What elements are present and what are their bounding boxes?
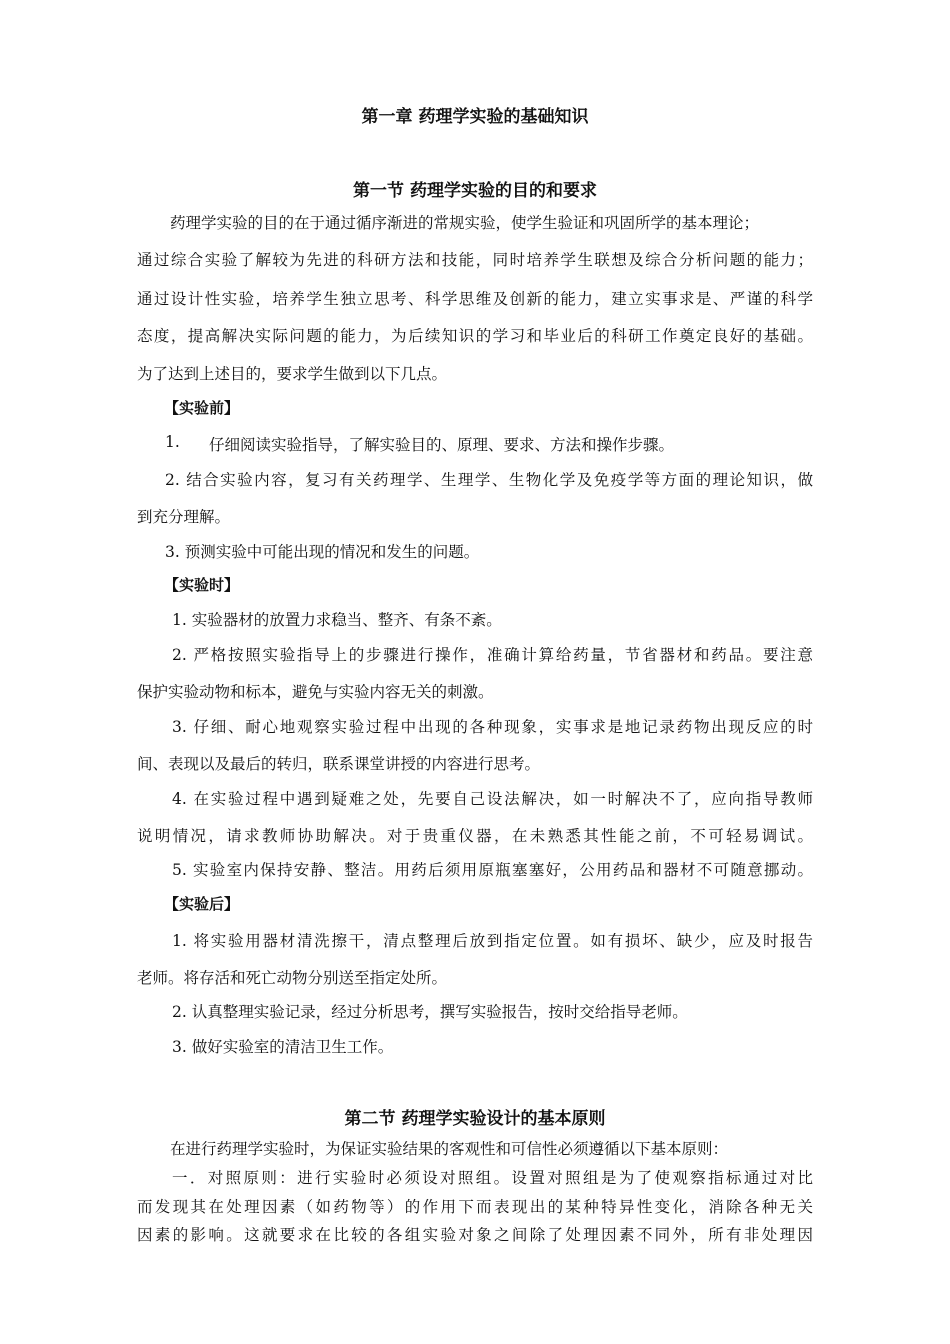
during-item5: 5. 实验室内保持安静、整洁。用药后须用原瓶塞塞好，公用药品和器材不可随意挪动。 bbox=[172, 861, 813, 879]
after-item1-line2: 老师。将存活和死亡动物分别送至指定处所。 bbox=[137, 969, 448, 987]
before-item3: 3. 预测实验中可能出现的情况和发生的问题。 bbox=[165, 543, 480, 561]
after-heading: 【实验后】 bbox=[164, 895, 240, 913]
principle1-line1: 一．对照原则：进行实验时必须设对照组。设置对照组是为了使观察指标通过对比 bbox=[172, 1169, 813, 1187]
during-item2-line1: 2. 严格按照实验指导上的步骤进行操作，准确计算给药量，节省器材和药品。要注意 bbox=[172, 646, 813, 664]
principle1-line2: 而发现其在处理因素（如药物等）的作用下而表现出的某种特异性变化，消除各种无关 bbox=[137, 1198, 813, 1216]
principle1-line3: 因素的影响。这就要求在比较的各组实验对象之间除了处理因素不同外，所有非处理因 bbox=[137, 1226, 813, 1244]
during-item3-line2: 间、表现以及最后的转归，联系课堂讲授的内容进行思考。 bbox=[137, 755, 541, 773]
section2-intro: 在进行药理学实验时，为保证实验结果的客观性和可信性必须遵循以下基本原则： bbox=[170, 1140, 729, 1158]
intro-line-5: 为了达到上述目的，要求学生做到以下几点。 bbox=[137, 365, 448, 383]
during-item2-line2: 保护实验动物和标本，避免与实验内容无关的刺激。 bbox=[137, 683, 494, 701]
before-item1-number: 1. bbox=[165, 433, 180, 451]
during-item4-line1: 4. 在实验过程中遇到疑难之处，先要自己设法解决，如一时解决不了，应向指导教师 bbox=[172, 790, 813, 808]
during-item1: 1. 实验器材的放置力求稳当、整齐、有条不紊。 bbox=[172, 611, 502, 629]
during-item3-line1: 3. 仔细、耐心地观察实验过程中出现的各种现象，实事求是地记录药物出现反应的时 bbox=[172, 718, 813, 736]
during-heading: 【实验时】 bbox=[164, 576, 240, 594]
intro-line-4: 态度，提高解决实际问题的能力，为后续知识的学习和毕业后的科研工作奠定良好的基础。 bbox=[137, 327, 813, 345]
section2-title: 第二节 药理学实验设计的基本原则 bbox=[344, 1109, 606, 1129]
during-item4-line2: 说明情况，请求教师协助解决。对于贵重仪器，在未熟悉其性能之前，不可轻易调试。 bbox=[137, 827, 813, 845]
chapter-title: 第一章 药理学实验的基础知识 bbox=[361, 107, 589, 127]
after-item1-line1: 1. 将实验用器材清洗擦干，清点整理后放到指定位置。如有损坏、缺少，应及时报告 bbox=[172, 932, 813, 950]
section1-title: 第一节 药理学实验的目的和要求 bbox=[353, 181, 597, 201]
intro-line-3: 通过设计性实验，培养学生独立思考、科学思维及创新的能力，建立实事求是、严谨的科学 bbox=[137, 290, 813, 308]
before-item1-text: 仔细阅读实验指导，了解实验目的、原理、要求、方法和操作步骤。 bbox=[209, 436, 675, 454]
before-item2-line1: 2. 结合实验内容，复习有关药理学、生理学、生物化学及免疫学等方面的理论知识，做 bbox=[165, 471, 813, 489]
before-item2-line2: 到充分理解。 bbox=[137, 508, 231, 526]
after-item2: 2. 认真整理实验记录，经过分析思考，撰写实验报告，按时交给指导老师。 bbox=[172, 1003, 688, 1021]
intro-line-2: 通过综合实验了解较为先进的科研方法和技能，同时培养学生联想及综合分析问题的能力； bbox=[137, 251, 813, 269]
before-heading: 【实验前】 bbox=[164, 399, 240, 417]
after-item3: 3. 做好实验室的清洁卫生工作。 bbox=[172, 1038, 394, 1056]
intro-line-1: 药理学实验的目的在于通过循序渐进的常规实验，使学生验证和巩固所学的基本理论； bbox=[170, 214, 760, 232]
